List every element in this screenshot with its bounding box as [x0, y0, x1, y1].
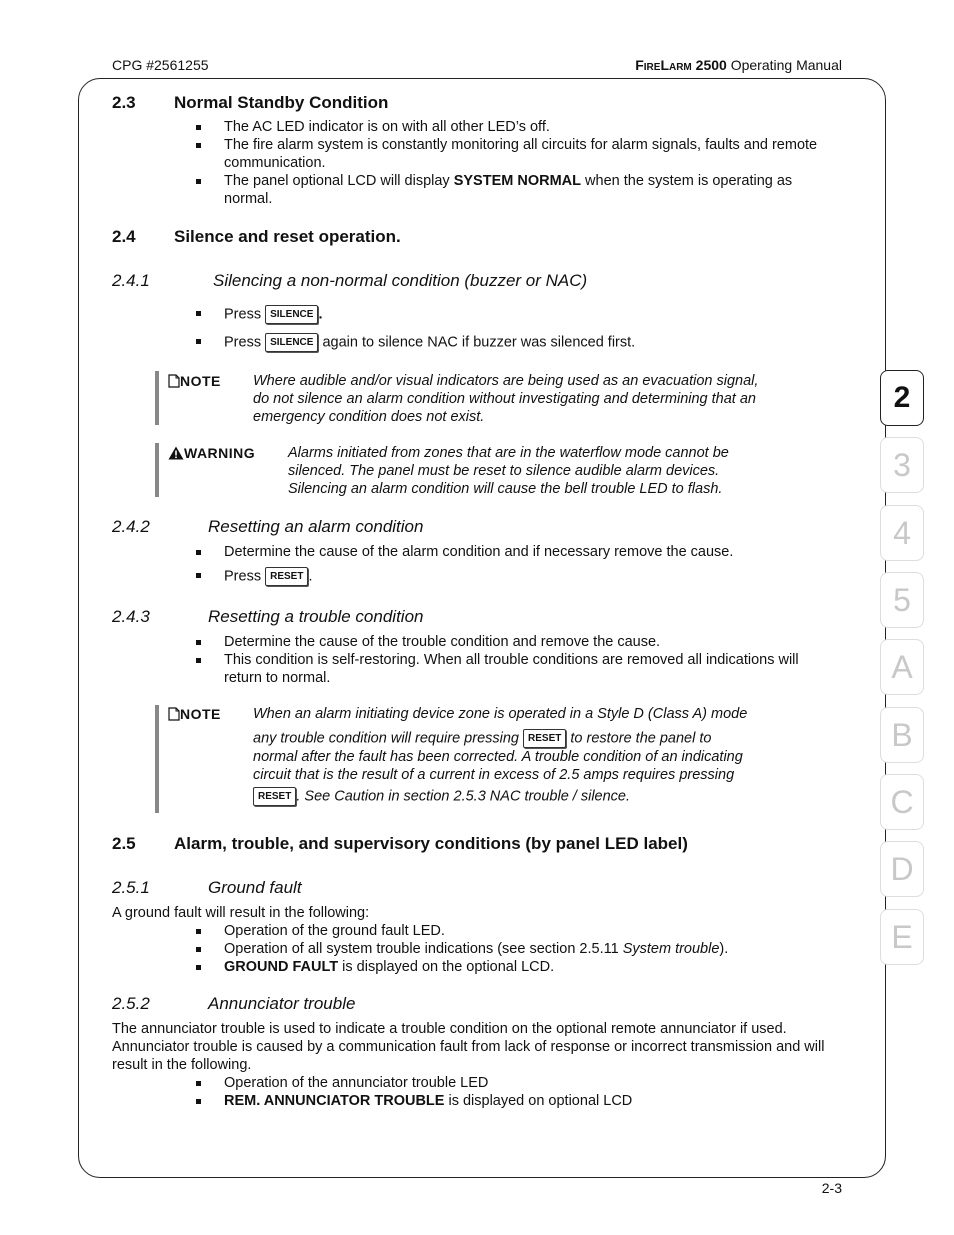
- bullet-icon: [196, 339, 201, 344]
- bullet-icon: [196, 929, 201, 934]
- chapter-tab-b[interactable]: B: [880, 707, 924, 763]
- warning-text: Alarms initiated from zones that are in the waterflow mode cannot be silenced. The panel must be reset to silence audible alarm devices. Silencing an alarm condition will cause the bell trouble LED to flash.: [288, 445, 729, 497]
- bullet-icon: [196, 550, 201, 555]
- warning-icon: [168, 446, 184, 460]
- chapter-tab-3[interactable]: 3: [880, 437, 924, 493]
- reset-button[interactable]: RESET: [253, 787, 296, 806]
- warning-bar: [155, 443, 159, 497]
- silence-button[interactable]: SILENCE: [265, 333, 318, 352]
- warning-label: WARNING: [168, 445, 255, 461]
- list-item: Press SILENCE again to silence NAC if buzzer was silenced first.: [196, 332, 836, 354]
- note-icon: [168, 374, 180, 388]
- brand-larm: Larm: [660, 57, 692, 73]
- bullet-icon: [196, 965, 201, 970]
- bullet-icon: [196, 125, 201, 130]
- chapter-tab-2[interactable]: 2: [880, 370, 924, 426]
- list-item: Press SILENCE .: [196, 304, 836, 326]
- bullet-icon: [196, 658, 201, 663]
- chapter-tab-a[interactable]: A: [880, 639, 924, 695]
- chapter-tab-d[interactable]: D: [880, 841, 924, 897]
- chapter-tab-c[interactable]: C: [880, 774, 924, 830]
- bullet-icon: [196, 640, 201, 645]
- note-label: NOTE: [168, 706, 221, 722]
- bullet-icon: [196, 1099, 201, 1104]
- paragraph: A ground fault will result in the following:: [112, 905, 370, 921]
- bullet-icon: [196, 1081, 201, 1086]
- note-text: When an alarm initiating device zone is operated in a Style D (Class A) mode any trouble condition will require pressing RESET to restore the panel to normal after the fault has been corrected. A trouble condition of an indicating circuit that is the result of a current in excess of 2.5 amps requires pressing RESET . See Caution in section 2.5.3 NAC trouble / silence.: [253, 706, 748, 805]
- note-label: NOTE: [168, 373, 221, 389]
- reset-button[interactable]: RESET: [265, 567, 308, 586]
- page-number: 2-3: [821, 1180, 842, 1196]
- bullet-icon: [196, 179, 201, 184]
- paragraph: The annunciator trouble is used to indicate a trouble condition on the optional remote annunciator if used. Annunciator trouble is caused by a communication fault from lack of response or incorrect transmission and will result in the following.: [112, 1021, 825, 1073]
- section-number: 2.3: [112, 93, 136, 112]
- chapter-tab-4[interactable]: 4: [880, 505, 924, 561]
- section-title: Normal Standby Condition: [174, 93, 389, 112]
- bullet-icon: [196, 311, 201, 316]
- note-icon: [168, 707, 180, 721]
- note-text: Where audible and/or visual indicators are being used as an evacuation signal, do not silence an alarm condition without investigating and determining that an emergency condition does not exist.: [253, 373, 759, 425]
- chapter-tab-5[interactable]: 5: [880, 572, 924, 628]
- manual-label: Operating Manual: [730, 57, 842, 73]
- silence-button[interactable]: SILENCE: [265, 305, 318, 324]
- note-bar: [155, 705, 159, 813]
- list-item: Press RESET .: [196, 566, 836, 588]
- header-manual-title: [635, 57, 842, 73]
- header-document-id: CPG #2561255: [112, 57, 209, 73]
- brand-fire: Fire: [635, 57, 661, 73]
- bullet-icon: [196, 947, 201, 952]
- brand-number: 2500: [695, 57, 727, 73]
- bullet-icon: [196, 143, 201, 148]
- chapter-tab-e[interactable]: E: [880, 909, 924, 965]
- note-bar: [155, 371, 159, 425]
- bullet-icon: [196, 573, 201, 578]
- reset-button[interactable]: RESET: [523, 729, 566, 748]
